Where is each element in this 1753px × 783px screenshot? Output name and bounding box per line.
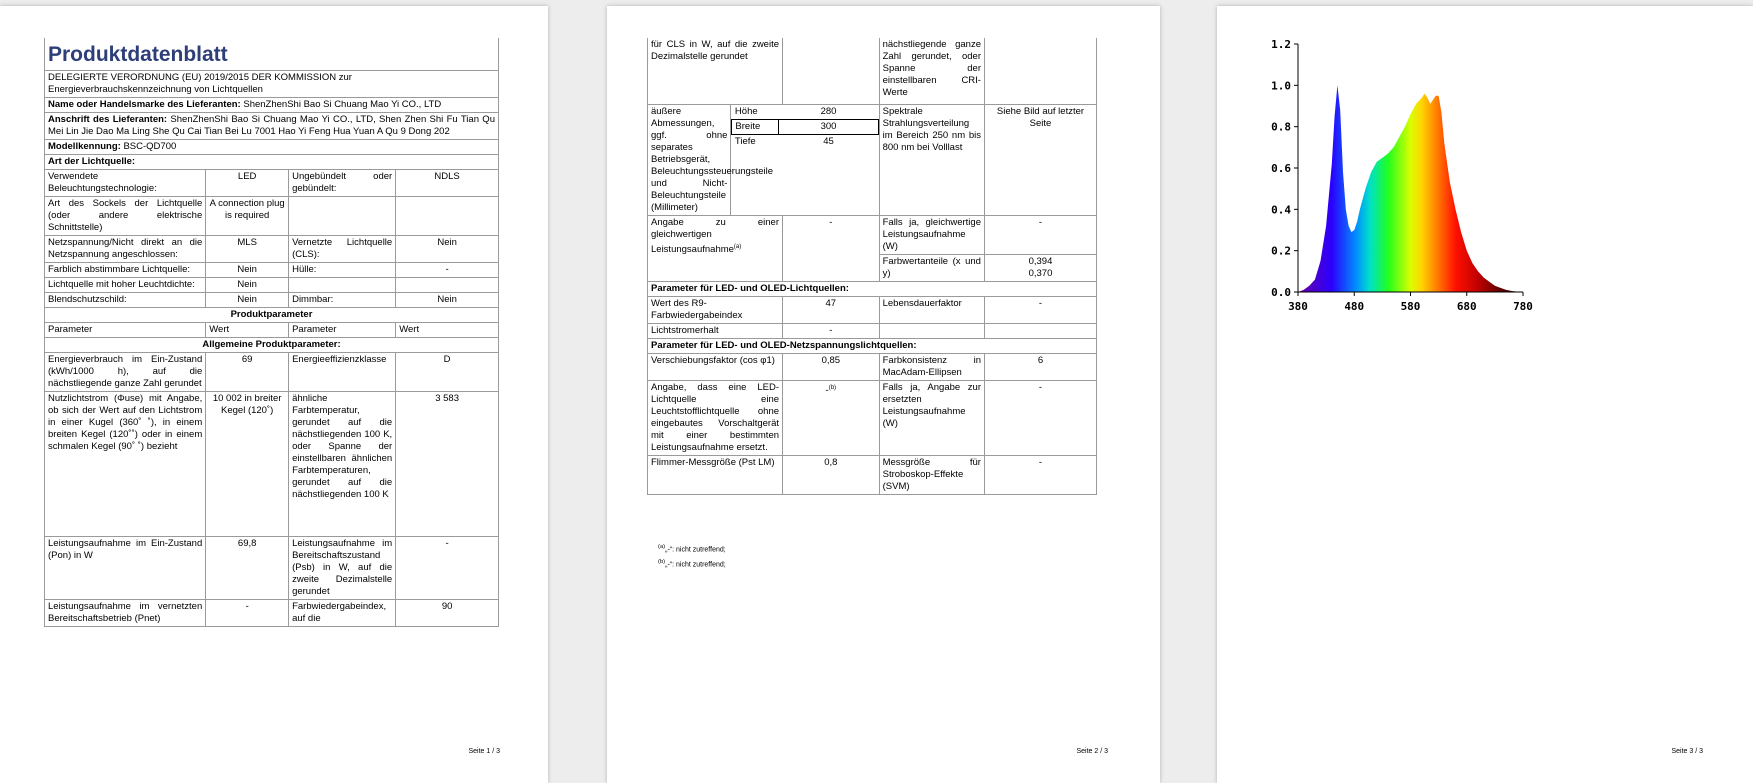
dimension-row: [732, 105, 878, 120]
supplier-name: ShenZhenShi Bao Si Chuang Mao Yi CO., LTD: [243, 99, 442, 110]
chromaticity-x: 0,394: [1028, 256, 1053, 267]
column-header: Parameter: [45, 323, 206, 338]
footnote-marker: (b): [658, 559, 666, 565]
y-tick-label: 1.0: [1271, 79, 1291, 93]
table-row: [648, 216, 1097, 255]
param-label: Leistungsaufnahme im vernetzten Bereitschaftsbetrieb (Pnet): [45, 600, 206, 627]
product-datasheet-table: [44, 38, 499, 627]
color-consistency-label: Farbkonsistenz in MacAdam-Ellipsen: [879, 354, 984, 381]
document-title: Produktdatenblatt: [45, 38, 499, 71]
row-label: [289, 197, 396, 236]
footnote-marker: (b): [828, 385, 837, 391]
displacement-factor-value: 0,85: [783, 354, 880, 381]
flicker-value: 0,8: [783, 456, 880, 495]
dimension-name: Höhe: [734, 106, 758, 117]
flicker-label: Flimmer-Messgröße (Pst LM): [648, 456, 783, 495]
param-label: ähnliche Farbtemperatur, gerundet auf die nächstliegenden 100 K, oder Spanne der einstellbaren ähnlichen Farbtemperaturen, gerundet auf die nächstliegenden 100 K: [289, 392, 396, 537]
row-value: LED: [206, 170, 289, 197]
param-value: D: [396, 353, 499, 392]
y-tick-label: 0.4: [1271, 203, 1291, 217]
stroboscopic-label: Messgröße für Stroboskop-Effekte (SVM): [879, 456, 984, 495]
row-value: -: [396, 263, 499, 278]
table-row: [45, 170, 499, 197]
x-tick-label: 680: [1456, 300, 1477, 313]
param-label: Energieverbrauch im Ein-Zustand (kWh/1000 h), auf die nächstliegende ganze Zahl gerundet: [45, 353, 206, 392]
param-label: Nutzlichtstrom (Φuse) mit Angabe, ob sich der Wert auf den Lichtstrom in einer Kugel (360˚ ˚), in einem breiten Kegel (120˚˚) oder in einem schmalen Kegel (90˚ ˚) bezieht: [45, 392, 206, 537]
dimension-row: [732, 120, 878, 135]
table-row: [648, 354, 1097, 381]
table-row: [45, 278, 499, 293]
row-label: Hülle:: [289, 263, 396, 278]
param-label: für CLS in W, auf die zweite Dezimalstelle gerundet: [648, 38, 783, 105]
column-header: Wert: [206, 323, 289, 338]
y-tick-label: 0.8: [1271, 120, 1291, 134]
chromaticity-values: [984, 255, 1096, 282]
dimension-value: 45: [823, 136, 834, 147]
chromaticity-y: 0,370: [1028, 268, 1053, 279]
row-label: Verwendete Beleuchtungstechnologie:: [45, 170, 206, 197]
x-tick-label: 580: [1400, 300, 1421, 313]
row-label: Lichtquelle mit hoher Leuchtdichte:: [45, 278, 206, 293]
row-label: Blendschutzschild:: [45, 293, 206, 308]
dimensions-label: äußere Abmessungen, ggf. ohne separates Betriebsgerät, Beleuchtungssteuerungsteile und Nicht-Beleuchtungsteile (Millimeter): [648, 105, 731, 216]
row-value: MLS: [206, 236, 289, 263]
footnote-marker: (a): [733, 244, 742, 250]
footnote-text: „-“: nicht zutreffend;: [665, 561, 726, 569]
equivalent-watt-label: Falls ja, gleichwertige Leistungsaufnahme (W): [879, 216, 984, 255]
displacement-factor-label: Verschiebungsfaktor (cos φ1): [648, 354, 783, 381]
table-row: [648, 381, 1097, 456]
footnote-b: [658, 559, 726, 568]
datasheet-page-1: [0, 6, 548, 783]
table-row: [648, 456, 1097, 495]
r9-label: Wert des R9-Farbwiedergabeindex: [648, 297, 783, 324]
row-value: Nein: [396, 293, 499, 308]
dimensions-cell: [731, 105, 879, 216]
param-value: [783, 38, 880, 105]
param-label: Energieeffizienzklasse: [289, 353, 396, 392]
param-value: [984, 38, 1096, 105]
param-label: Leistungsaufnahme im Bereitschaftszustand (Psb) in W, auf die zweite Dezimalstelle gerundet: [289, 537, 396, 600]
empty-cell: [879, 324, 984, 339]
dimension-value: 300: [779, 120, 878, 135]
page-number: Seite 1 / 3: [468, 748, 500, 755]
param-label: Farbwiedergabeindex, auf die: [289, 600, 396, 627]
product-datasheet-table-continued: [647, 38, 1097, 495]
param-value: 90: [396, 600, 499, 627]
regulation-text: DELEGIERTE VERORDNUNG (EU) 2019/2015 DER KOMMISSION zur Energieverbrauchskennzeichnung von Lichtquellen: [45, 71, 499, 98]
param-value: -: [396, 537, 499, 600]
flux-maintenance-label: Lichtstromerhalt: [648, 324, 783, 339]
general-params-heading: Allgemeine Produktparameter:: [45, 338, 499, 353]
page-number: Seite 3 / 3: [1671, 748, 1703, 755]
param-value: 69,8: [206, 537, 289, 600]
table-row: [45, 392, 499, 537]
chromaticity-label: Farbwertanteile (x und y): [879, 255, 984, 282]
color-consistency-value: 6: [984, 354, 1096, 381]
lifetime-value: -: [984, 297, 1096, 324]
replacement-claim-text: -: [825, 385, 829, 397]
table-row: [45, 353, 499, 392]
dimension-name: Breite: [732, 120, 779, 135]
row-value: Nein: [206, 263, 289, 278]
table-row: [45, 197, 499, 236]
row-label: [289, 278, 396, 293]
param-label: Leistungsaufnahme im Ein-Zustand (Pon) in W: [45, 537, 206, 600]
spectral-label: Spektrale Strahlungsverteilung im Bereich 250 nm bis 800 nm bei Volllast: [879, 105, 984, 216]
datasheet-page-2: [607, 6, 1160, 783]
model-id: BSC-QD700: [123, 141, 177, 152]
led-params-heading: Parameter für LED- und OLED-Lichtquellen:: [648, 282, 1097, 297]
flux-maintenance-value: -: [783, 324, 880, 339]
table-row: [45, 537, 499, 600]
table-row: [648, 297, 1097, 324]
row-value: [396, 197, 499, 236]
address-label: Anschrift des Lieferanten:: [48, 114, 168, 125]
replaced-power-label: Falls ja, Angabe zur ersetzten Leistungsaufnahme (W): [879, 381, 984, 456]
equivalent-power-text: Angabe zu einer gleichwertigen Leistungsaufnahme: [651, 217, 780, 256]
r9-value: 47: [783, 297, 880, 324]
param-value: 3 583: [396, 392, 499, 537]
y-tick-label: 0.6: [1271, 162, 1291, 175]
light-source-type-heading: Art der Lichtquelle:: [45, 155, 499, 170]
row-label: Netzspannung/Nicht direkt an die Netzspannung angeschlossen:: [45, 236, 206, 263]
footnote-text: „-“: nicht zutreffend;: [665, 546, 726, 554]
equivalent-power-value: -: [783, 216, 880, 282]
spectral-distribution-chart: [1217, 6, 1753, 366]
x-tick-label: 480: [1344, 300, 1365, 313]
dimension-row: [732, 135, 878, 150]
supplier-address: ShenZhenShi Bao Si Chuang Mao Yi CO., LTD, Shen Zhen Shi Fu Tian Qu Mei Lin Jie Dao Ma Ling She Qu Cai Tian Bei Lu 7001 Hao Yi Feng Hua Yuan A Qu 9 Dong 202: [48, 114, 495, 137]
row-label: Art des Sockels der Lichtquelle (oder andere elektrische Schnittstelle): [45, 197, 206, 236]
row-value: [396, 278, 499, 293]
table-row: [45, 236, 499, 263]
model-label: Modellkennung:: [48, 141, 121, 152]
supplier-address-row: [45, 113, 499, 140]
row-value: Nein: [396, 236, 499, 263]
row-label: Dimmbar:: [289, 293, 396, 308]
table-row: [648, 324, 1097, 339]
column-header-row: [45, 323, 499, 338]
table-row: [45, 600, 499, 627]
equivalent-power-label: [648, 216, 783, 282]
param-value: -: [206, 600, 289, 627]
replacement-claim-label: Angabe, dass eine LED-Lichtquelle eine Leuchtstofflichtquelle ohne eingebautes Vorschaltgerät mit einer bestimmten Leistungsaufnahme ersetzt.: [648, 381, 783, 456]
row-value: NDLS: [396, 170, 499, 197]
spectral-value: Siehe Bild auf letzter Seite: [984, 105, 1096, 216]
product-params-heading: Produktparameter: [45, 308, 499, 323]
row-label: Vernetzte Lichtquelle (CLS):: [289, 236, 396, 263]
table-row: [648, 38, 1097, 105]
param-value: 10 002 in breiter Kegel (120˚): [206, 392, 289, 537]
row-value: Nein: [206, 278, 289, 293]
x-tick-label: 380: [1288, 300, 1308, 313]
supplier-name-row: [45, 98, 499, 113]
datasheet-page-3: [1217, 6, 1753, 783]
spectrum-area: [1298, 85, 1523, 292]
dimension-value: 280: [820, 106, 837, 117]
model-row: [45, 140, 499, 155]
dimensions-row: [648, 105, 1097, 216]
replaced-power-value: -: [984, 381, 1096, 456]
param-label: nächstliegende ganze Zahl gerundet, oder Spanne der einstellbaren CRI-Werte: [879, 38, 984, 105]
lifetime-label: Lebensdauerfaktor: [879, 297, 984, 324]
supplier-name-label: Name oder Handelsmarke des Lieferanten:: [48, 99, 241, 110]
footnote-marker: (a): [658, 544, 666, 550]
replacement-claim-value: [783, 381, 880, 456]
dimension-name: Tiefe: [734, 136, 756, 147]
table-row: [45, 293, 499, 308]
footnote-a: [658, 544, 726, 553]
table-row: [45, 263, 499, 278]
column-header: Wert: [396, 323, 499, 338]
equivalent-watt-value: -: [984, 216, 1096, 255]
x-tick-label: 780: [1513, 300, 1533, 313]
column-header: Parameter: [289, 323, 396, 338]
dimensions-table: [731, 105, 878, 149]
y-tick-label: 1.2: [1271, 38, 1291, 51]
row-value: Nein: [206, 293, 289, 308]
empty-cell: [984, 324, 1096, 339]
mains-params-heading: Parameter für LED- und OLED-Netzspannungslichtquellen:: [648, 339, 1097, 354]
row-label: Ungebündelt oder gebündelt:: [289, 170, 396, 197]
row-label: Farblich abstimmbare Lichtquelle:: [45, 263, 206, 278]
y-tick-label: 0.0: [1271, 286, 1291, 299]
row-value: A connection plug is required: [206, 197, 289, 236]
y-tick-label: 0.2: [1271, 244, 1291, 258]
param-value: 69: [206, 353, 289, 392]
page-number: Seite 2 / 3: [1076, 748, 1108, 755]
stroboscopic-value: -: [984, 456, 1096, 495]
